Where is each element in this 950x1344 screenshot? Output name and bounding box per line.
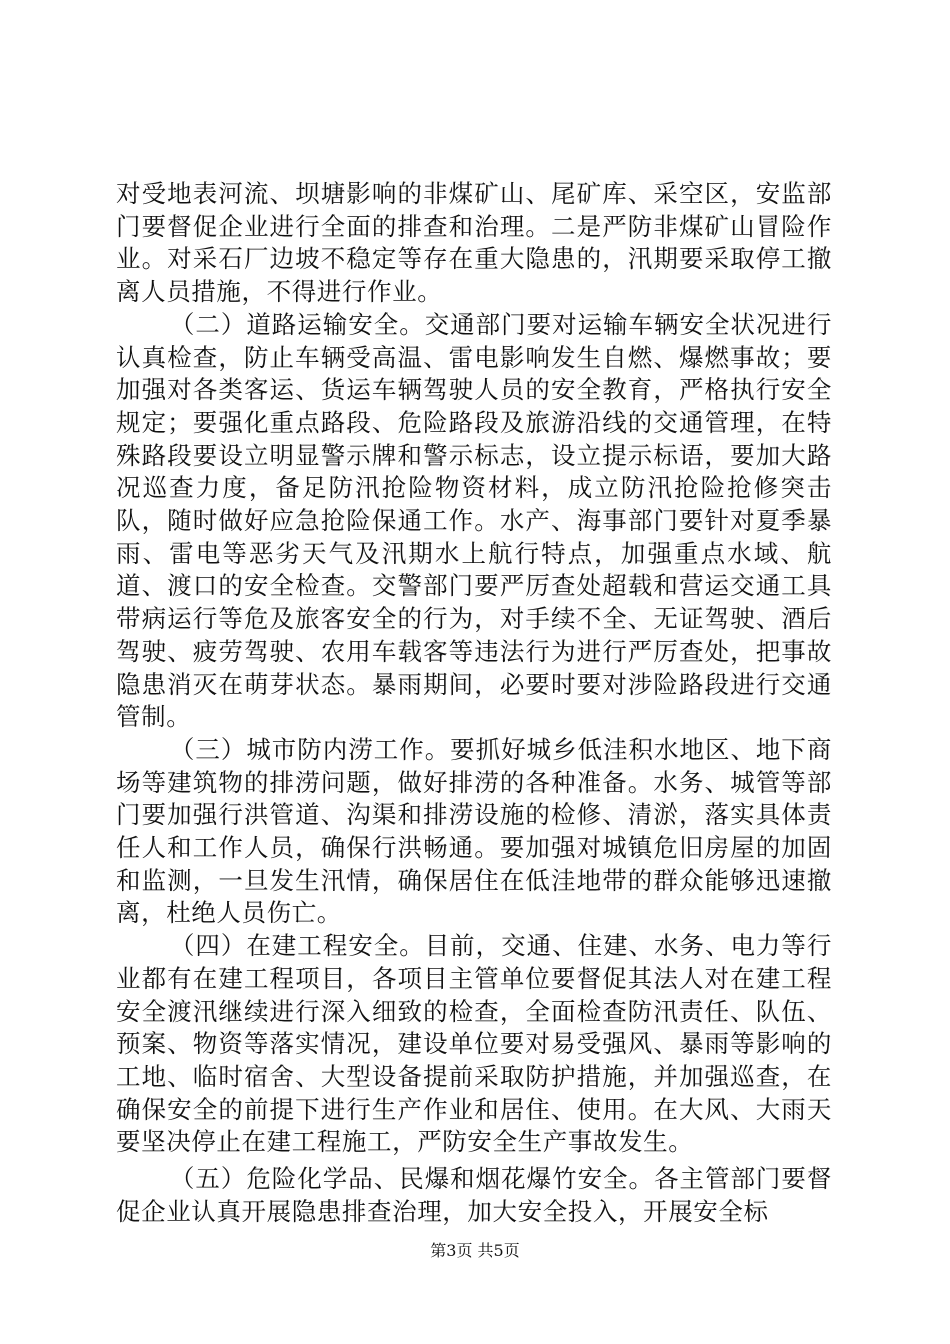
paragraph-continuation: 对受地表河流、坝塘影响的非煤矿山、尾矿库、采空区，安监部门要督促企业进行全面的排查和治理。二是严防非煤矿山冒险作业。对采石厂边坡不稳定等存在重大隐患的，汛期要采取停工撤离人员措施，不得进行作业。 (116, 179, 832, 307)
paragraph-road-transport-safety: （二）道路运输安全。交通部门要对运输车辆安全状况进行认真检查，防止车辆受高温、雷电影响发生自燃、爆燃事故；要加强对各类客运、货运车辆驾驶人员的安全教育，严格执行安全规定；要强化重点路段、危险路段及旅游沿线的交通管理，在特殊路段要设立明显警示牌和警示标志，设立提示标语，要加大路况巡查力度，备足防汛抢险物资材料，成立防汛抢险抢修突击队，随时做好应急抢险保通工作。水产、海事部门要针对夏季暴雨、雷电等恶劣天气及汛期水上航行特点，加强重点水域、航道、渡口的安全检查。交警部门要严厉查处超载和营运交通工具带病运行等危及旅客安全的行为，对手续不全、无证驾驶、酒后驾驶、疲劳驾驶、农用车载客等违法行为进行严厉查处，把事故隐患消灭在萌芽状态。暴雨期间，必要时要对涉险路段进行交通管制。 (116, 309, 832, 732)
paragraph-hazardous-chemicals: （五）危险化学品、民爆和烟花爆竹安全。各主管部门要督促企业认真开展隐患排查治理，加大安全投入，开展安全标 (116, 1164, 832, 1226)
paragraph-construction-safety: （四）在建工程安全。目前，交通、住建、水务、电力等行业都有在建工程项目，各项目主管单位要督促其法人对在建工程安全渡汛继续进行深入细致的检查，全面检查防汛责任、队伍、预案、物资等落实情况，建设单位要对易受强风、暴雨等影响的工地、临时宿舍、大型设备提前采取防护措施，并加强巡查，在确保安全的前提下进行生产作业和居住、使用。在大风、大雨天要坚决停止在建工程施工，严防安全生产事故发生。 (116, 931, 832, 1157)
paragraph-urban-waterlogging: （三）城市防内涝工作。要抓好城乡低洼积水地区、地下商场等建筑物的排涝问题，做好排涝的各种准备。水务、城管等部门要加强行洪管道、沟渠和排涝设施的检修、清淤，落实具体责任人和工作人员，确保行洪畅通。要加强对城镇危旧房屋的加固和监测，一旦发生汛情，确保居住在低洼地带的群众能够迅速撤离，杜绝人员伤亡。 (116, 734, 832, 928)
page-footer: 第3页 共5页 (430, 1241, 520, 1260)
document-body (116, 178, 832, 1229)
